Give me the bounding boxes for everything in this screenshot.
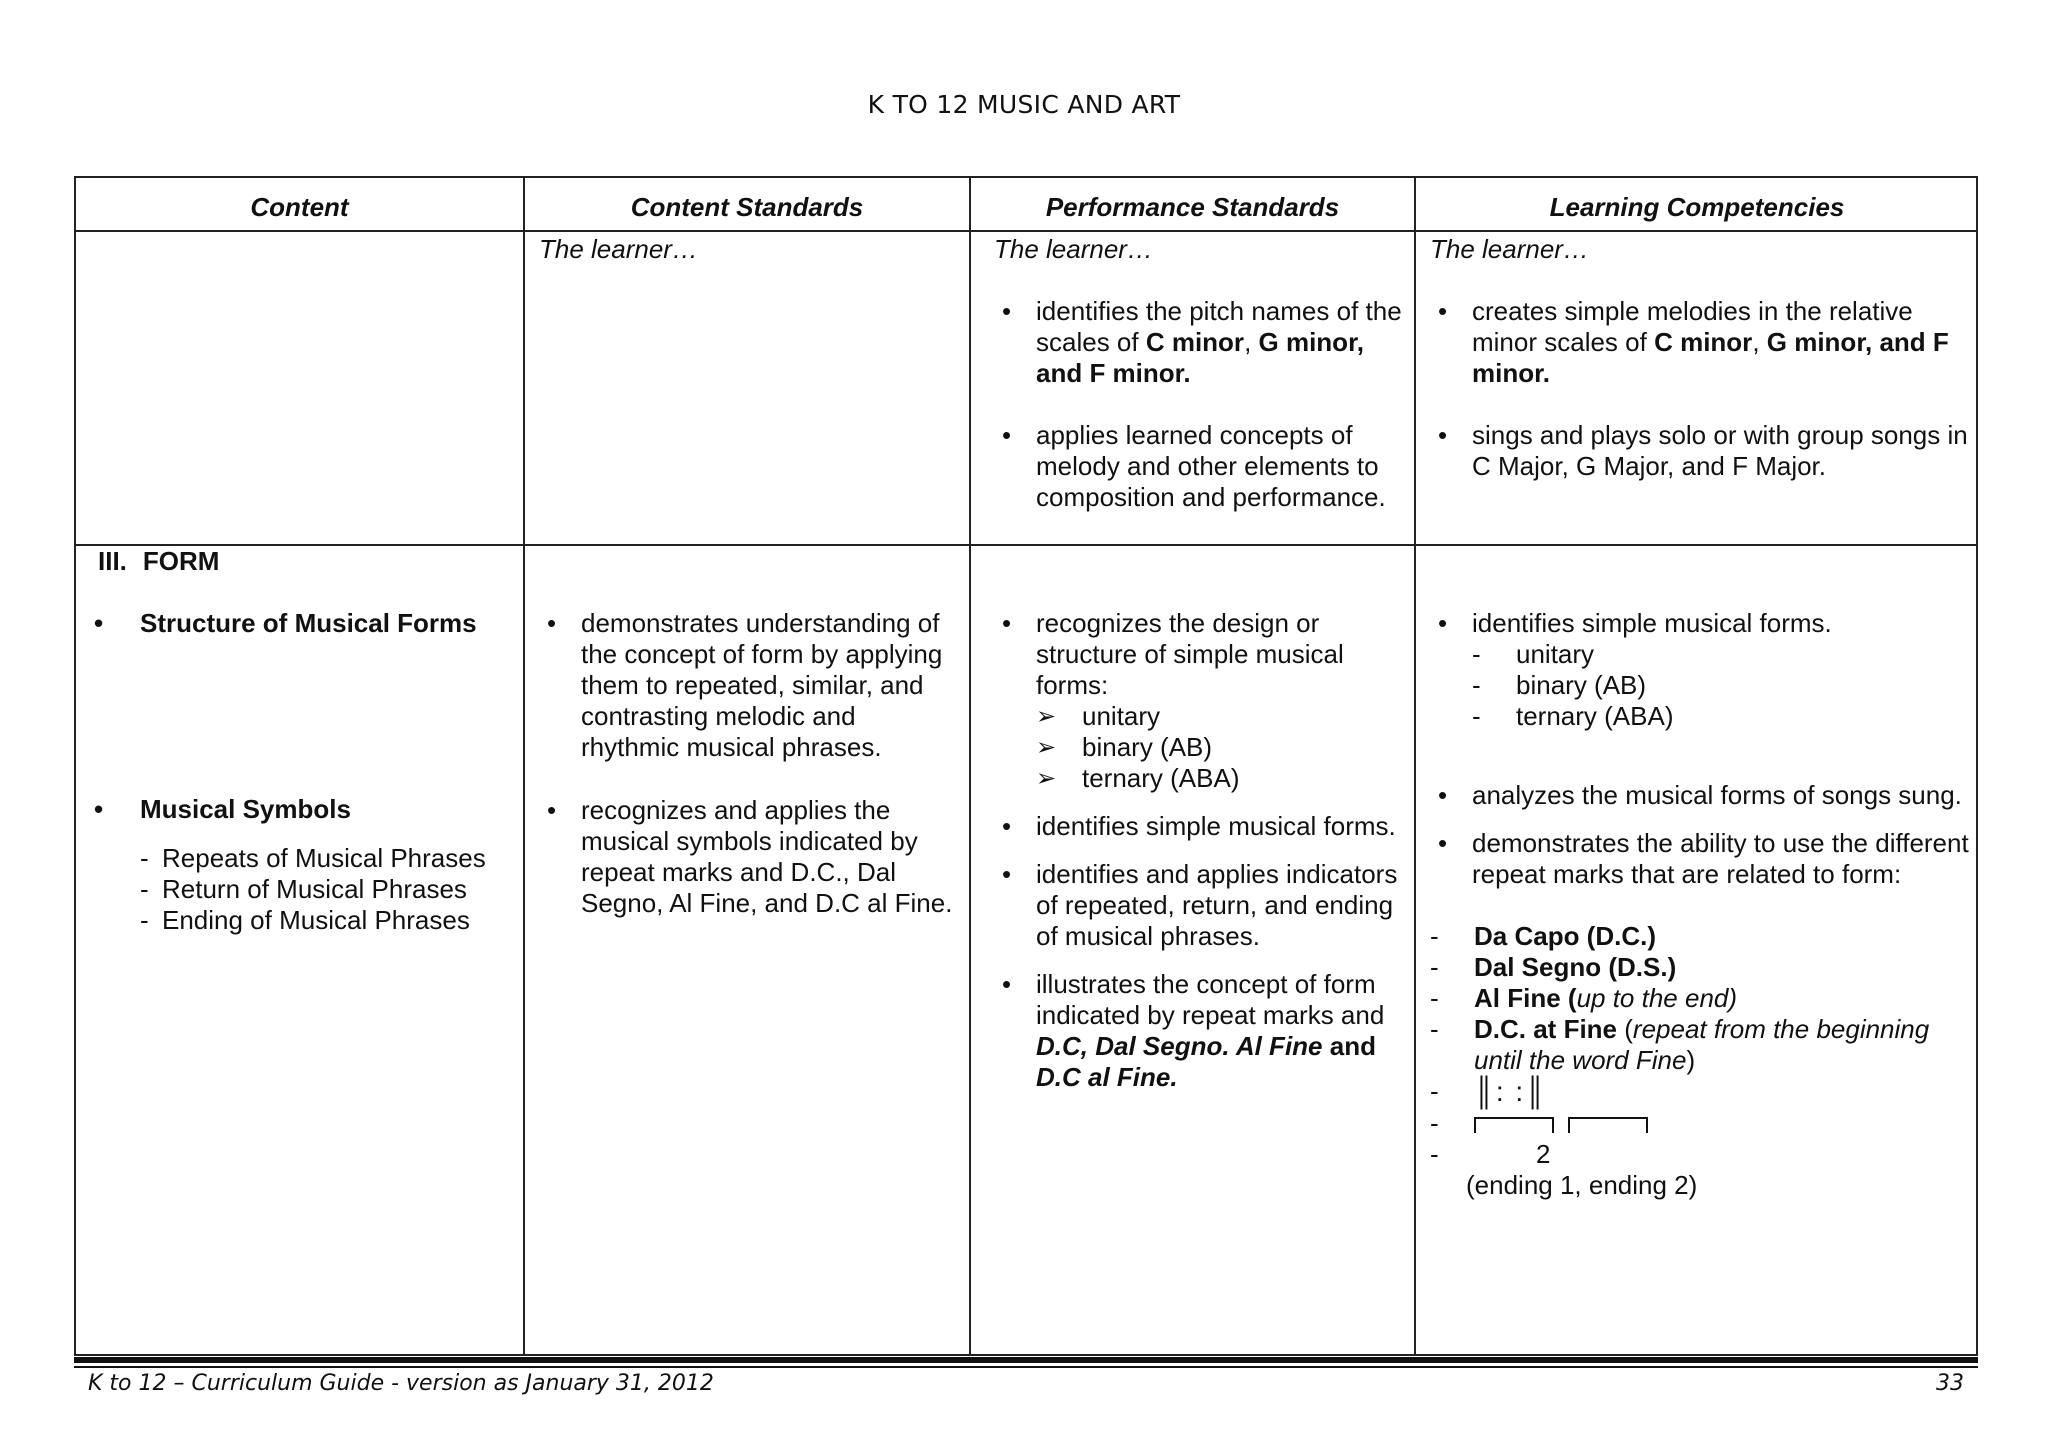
content-subtopic: - Ending of Musical Phrases [140,905,470,935]
repeat-mark-item: - Da Capo (D.C.) [1430,921,1656,951]
repeat-sign-item: - ║: :║ [1430,1076,1548,1107]
header-content-standards: Content Standards [630,192,864,222]
form-item: - unitary [1472,639,1595,669]
ending-bracket-icon [1474,1117,1554,1133]
footer-rule [74,1366,1978,1368]
curriculum-table [74,176,1978,1356]
content-subtopic: - Return of Musical Phrases [140,874,467,904]
header-divider [76,230,1976,232]
form-item: - ternary (ABA) [1472,701,1674,731]
page-number: 33 [1936,1371,1964,1396]
row1-performance-cell [994,234,1409,513]
header-performance-standards: Performance Standards [1045,192,1340,222]
footer-rule [74,1357,1978,1363]
ending-bracket-item: - [1430,1108,1975,1139]
repeat-mark-item: - Dal Segno (D.S.) [1430,952,1677,982]
content-topic: • Structure of Musical Forms [86,608,518,639]
performance-item: • identifies and applies indicators of repeated, return, and ending of musical phrases. [994,859,1412,952]
performance-item: • illustrates the concept of form indicated by repeat marks and D.C, Dal Segno. Al Fine and D.C al Fine. [994,969,1412,1093]
row2-content-cell [98,546,518,936]
row1-content-standards-intro: The learner… [539,234,698,264]
competency-item: • sings and plays solo or with group songs in C Major, G Major, and F Major. [1430,420,1975,482]
column-divider [523,178,525,1354]
column-divider [1414,178,1416,1354]
page-header: K TO 12 MUSIC AND ART [867,90,1181,119]
competency-item: • demonstrates the ability to use the different repeat marks that are related to form: - Da Capo (D.C.) - Dal Segno (D.S.) - Al Fine (up to the end) - D.C. at Fine (repeat from the beginning until the word Fine) - ║: :║ - - 2 (ending 1, ending 2) [1430,828,1975,1201]
competency-item: • creates simple melodies in the relative minor scales of C minor, G minor, and F minor. [1430,296,1975,389]
form-item: ➢ ternary (ABA) [1036,763,1240,793]
header-learning-competencies: Learning Competencies [1549,192,1845,222]
row2-performance-cell [994,608,1412,1093]
row1-competencies-cell [1430,234,1975,482]
performance-intro: The learner… [994,234,1153,264]
performance-item: • applies learned concepts of melody and other elements to composition and performance. [994,420,1409,513]
footer-version: K to 12 – Curriculum Guide - version as January 31, 2012 [88,1371,714,1396]
ending-number-item: - 2 [1430,1139,1551,1169]
section-heading: III. FORM [98,546,220,576]
row2-content-standards-cell [539,608,959,919]
content-standard-item: • demonstrates understanding of the concept of form by applying them to repeated, similar, and contrasting melodic and rhythmic musical phrases. [539,608,959,763]
form-item: ➢ unitary [1036,701,1161,731]
performance-item: • identifies simple musical forms. [994,811,1412,842]
performance-item: • identifies the pitch names of the scales of C minor, G minor, and F minor. [994,296,1409,389]
content-standard-item: • recognizes and applies the musical symbols indicated by repeat marks and D.C., Dal Segno, Al Fine, and D.C al Fine. [539,795,959,919]
row2-competencies-cell [1430,608,1975,1201]
form-item: ➢ binary (AB) [1036,732,1213,762]
repeat-mark-item: - Al Fine (up to the end) [1430,983,1738,1013]
performance-item: • recognizes the design or structure of simple musical forms: ➢ unitary ➢ binary (AB) ➢ ternary (ABA) [994,608,1412,794]
content-subtopic: - Repeats of Musical Phrases [140,843,486,873]
competency-item: • identifies simple musical forms. - unitary - binary (AB) - ternary (ABA) [1430,608,1975,732]
column-divider [969,178,971,1354]
competencies-intro: The learner… [1430,234,1589,264]
form-item: - binary (AB) [1472,670,1647,700]
header-content: Content [250,192,349,222]
ending-caption: (ending 1, ending 2) [1466,1170,1698,1200]
repeat-sign-icon: ║: :║ [1474,1076,1548,1107]
ending-bracket-icon [1568,1117,1648,1133]
repeat-mark-item: - D.C. at Fine (repeat from the beginning until the word Fine) [1430,1014,1930,1075]
content-topic: • Musical Symbols [86,794,518,825]
competency-item: • analyzes the musical forms of songs sung. [1430,780,1975,811]
